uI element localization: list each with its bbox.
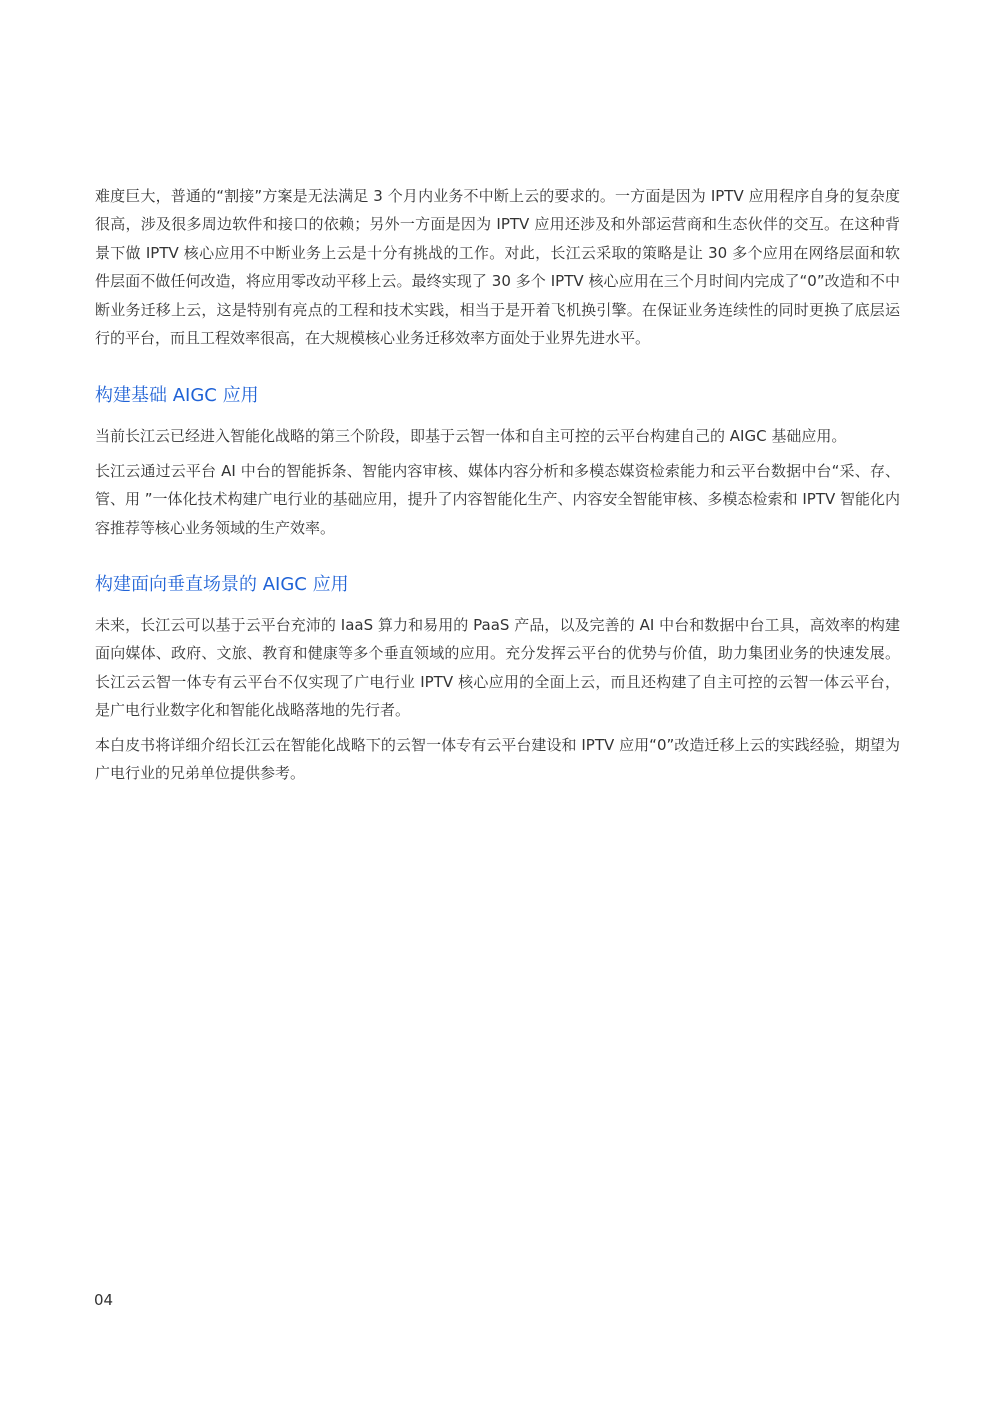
section2-paragraph-1: 未来，长江云可以基于云平台充沛的 IaaS 算力和易用的 PaaS 产品，以及完善的 AI 中台和数据中台工具，高效率的构建面向媒体、政府、文旅、教育和健康等多个垂直领域的应用。充分发挥云平台的优势与价值，助力集团业务的快速发展。长江云云智一体专有云平台不仅实现了广电行业 IPTV 核心应用的全面上云，而且还构建了自主可控的云智一体云平台，是广电行业数字化和智能化战略落地的先行者。 [95, 616, 900, 720]
section-heading-vertical-aigc: 构建面向垂直场景的 AIGC 应用 [95, 574, 349, 596]
intro-paragraph: 难度巨大，普通的“割接”方案是无法满足 3 个月内业务不中断上云的要求的。一方面是因为 IPTV 应用程序自身的复杂度很高，涉及很多周边软件和接口的依赖；另外一方面是因为 IPTV 应用还涉及和外部运营商和生态伙伴的交互。在这种背景下做 IPTV 核心应用不中断业务上云是十分有挑战的工作。对此，长江云采取的策略是让 30 多个应用在网络层面和软件层面不做任何改造，将应用零改动平移上云。最终实现了 30 多个 IPTV 核心应用在三个月时间内完成了“0”改造和不中断业务迁移上云，这是特别有亮点的工程和技术实践，相当于是开着飞机换引擎。在保证业务连续性的同时更换了底层运行的平台，而且工程效率很高，在大规模核心业务迁移效率方面处于业界先进水平。 [95, 187, 900, 348]
page-number: 04 [94, 1291, 114, 1309]
section1-paragraph-2: 长江云通过云平台 AI 中台的智能拆条、智能内容审核、媒体内容分析和多模态媒资检索能力和云平台数据中台“采、存、管、用 ”一体化技术构建广电行业的基础应用，提升了内容智能化生产、内容安全智能审核、多模态检索和 IPTV 智能化内容推荐等核心业务领域的生产效率。 [95, 461, 900, 537]
page-content [95, 182, 900, 788]
section-heading-basic-aigc: 构建基础 AIGC 应用 [95, 385, 259, 407]
section2-paragraph-2: 本白皮书将详细介绍长江云在智能化战略下的云智一体专有云平台建设和 IPTV 应用“0”改造迁移上云的实践经验，期望为广电行业的兄弟单位提供参考。 [95, 735, 900, 783]
section1-paragraph-1: 当前长江云已经进入智能化战略的第三个阶段，即基于云智一体和自主可控的云平台构建自己的 AIGC 基础应用。 [95, 427, 847, 446]
